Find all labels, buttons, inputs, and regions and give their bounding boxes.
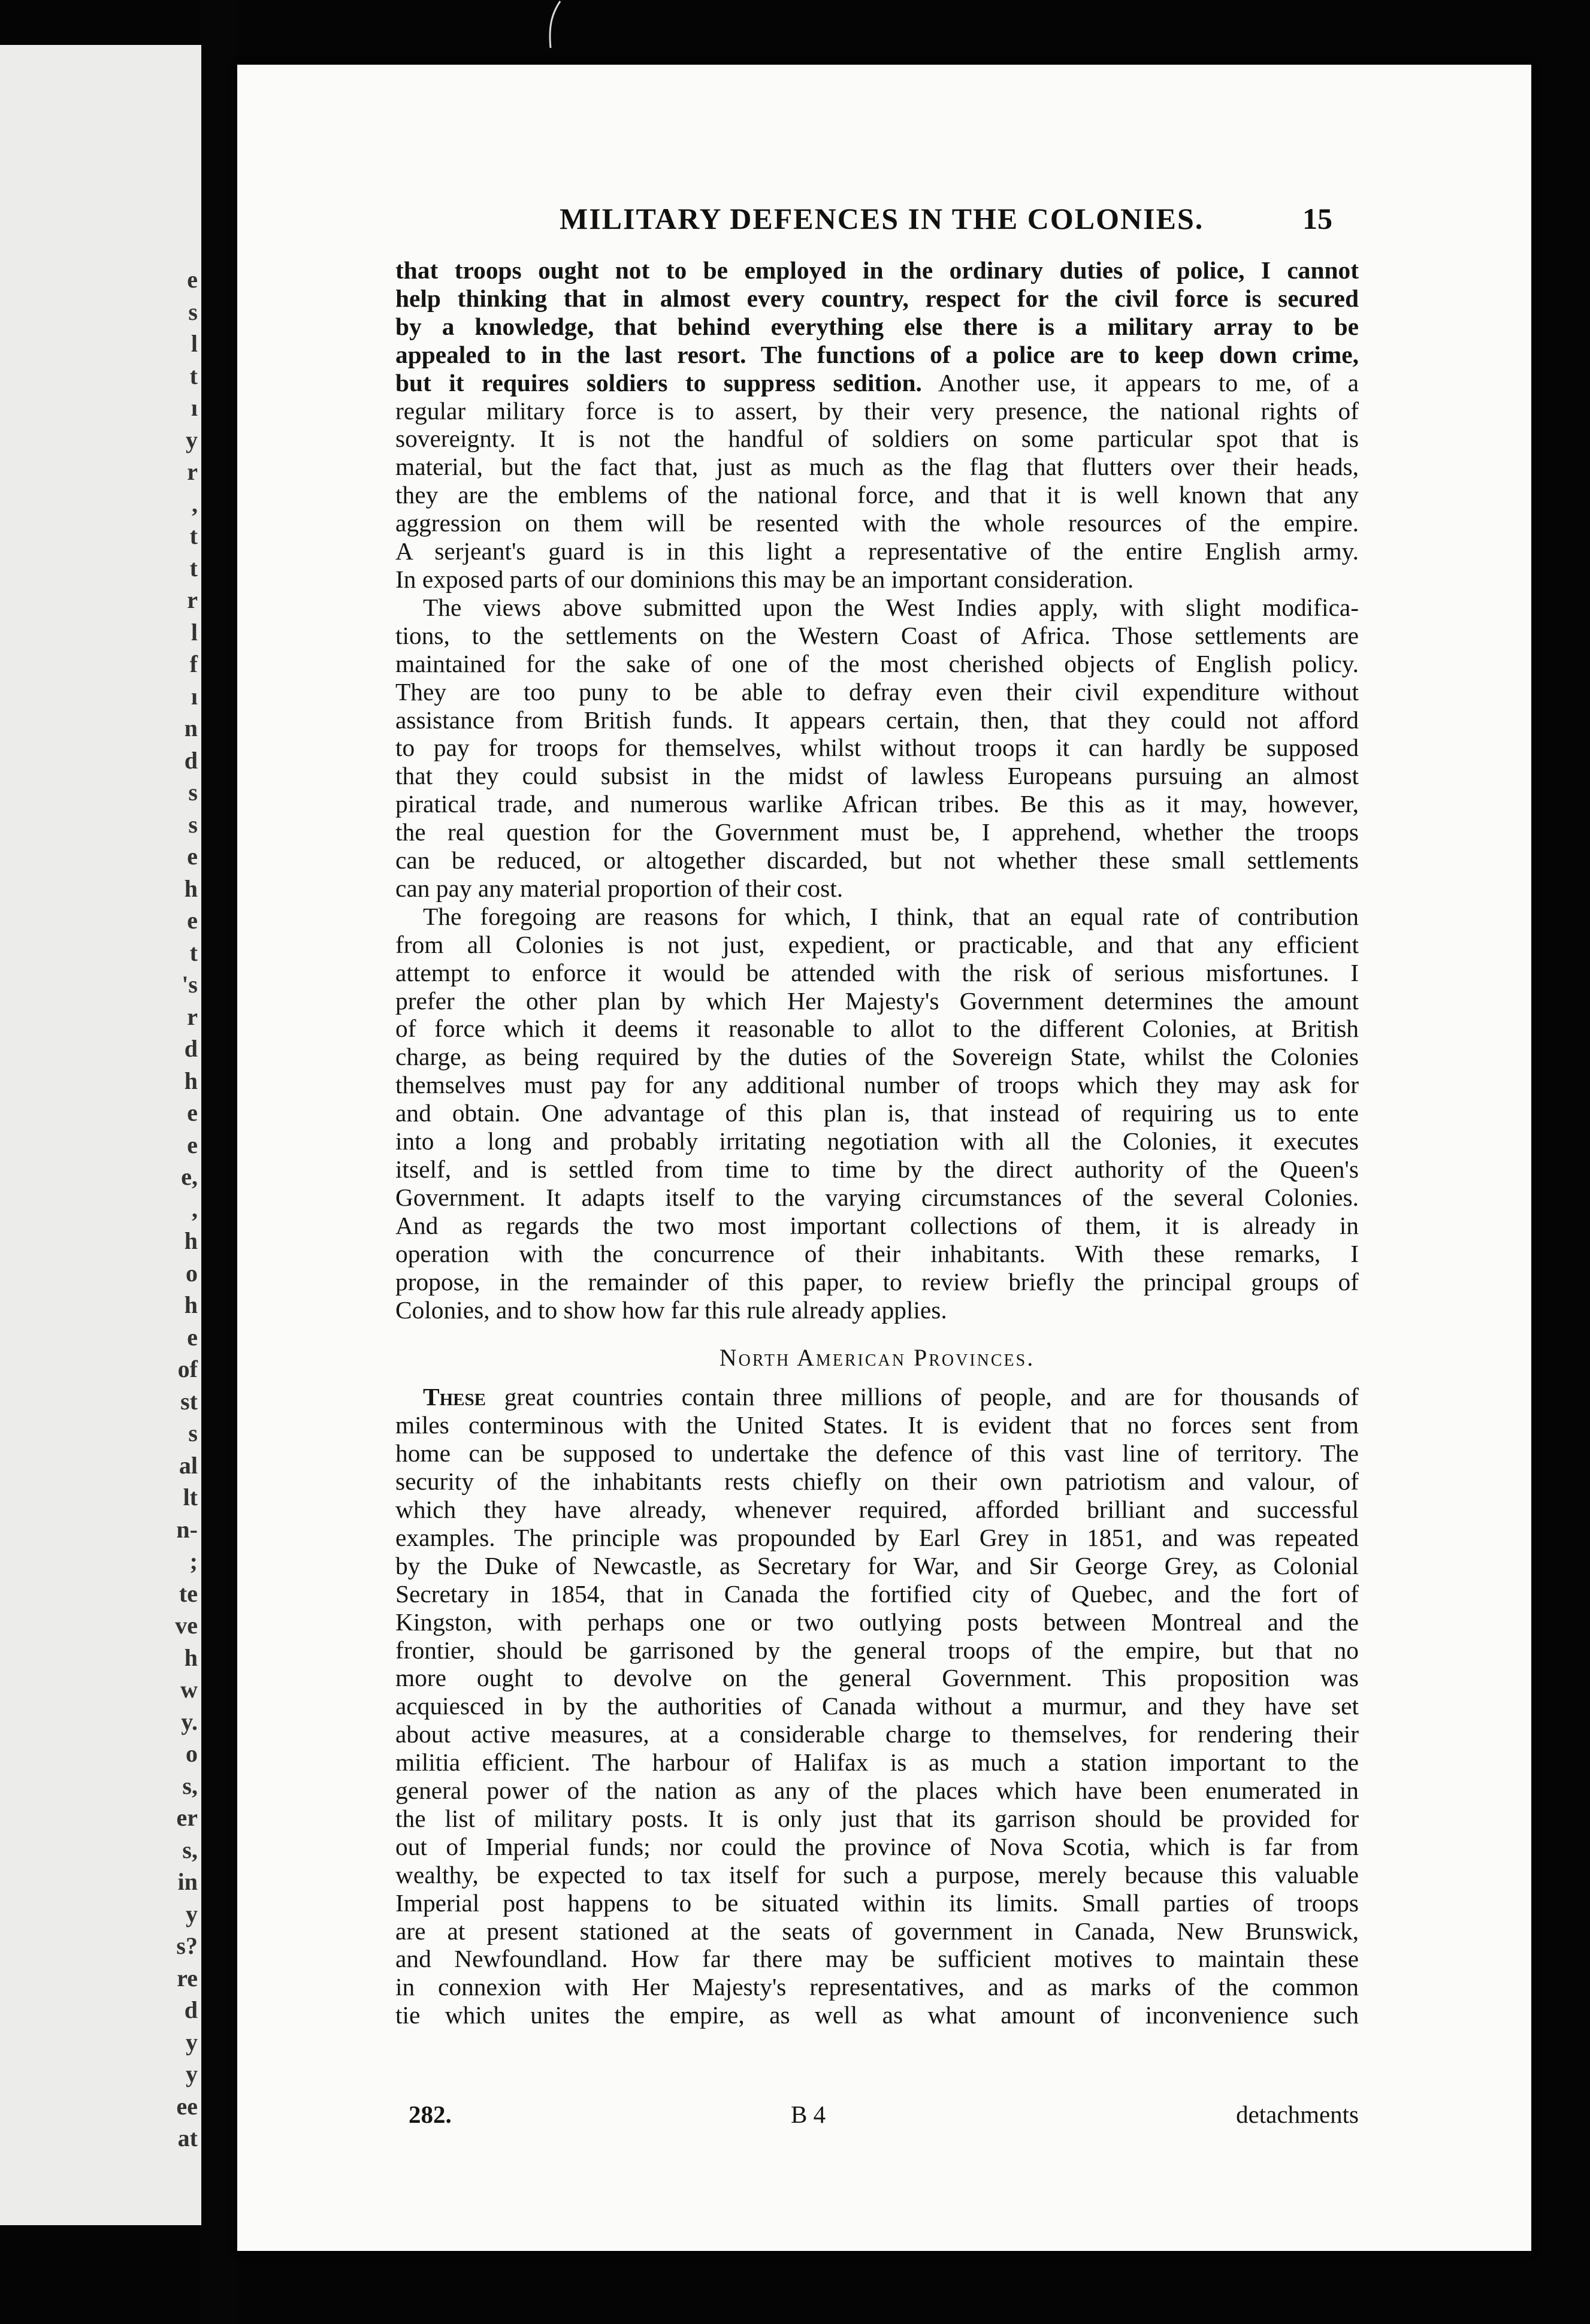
signature-gathering: B 4: [791, 2101, 826, 2128]
facing-page-fragment: t: [189, 939, 198, 966]
text-line: by the Duke of Newcastle, as Secretary for War, and Sir George Grey, as Colonial: [395, 1551, 1359, 1579]
book-gutter: [201, 0, 237, 2324]
text-line: material, but the fact that, just as much as the flag that flutters over their heads,: [395, 453, 1359, 481]
facing-page-fragment: ;: [189, 1548, 198, 1575]
facing-page-fragment: h: [184, 1227, 198, 1254]
text-line: sovereignty. It is not the handful of soldiers on some particular spot that is: [395, 425, 1359, 453]
text-line: more ought to devolve on the general Government. This proposition was: [395, 1664, 1359, 1692]
facing-page-fragment: o: [186, 1259, 198, 1287]
facing-page-fragment: al: [179, 1451, 198, 1479]
text-line: attempt to enforce it would be attended with the risk of serious misfortunes. I: [395, 958, 1359, 987]
text-line: are at present stationed at the seats of government in Canada, New Brunswick,: [395, 1917, 1359, 1945]
facing-page-fragment: h: [184, 1291, 198, 1318]
facing-page-fragment: h: [184, 1644, 198, 1671]
text-line: The foregoing are reasons for which, I think, that an equal rate of contribution: [423, 902, 1359, 930]
text-line: acquiesced in by the authorities of Canada without a murmur, and they have set: [395, 1692, 1359, 1720]
facing-page-fragment: s: [188, 1420, 198, 1447]
text-line: miles conterminous with the United States. It is evident that no forces sent from: [395, 1411, 1359, 1439]
text-line: to pay for troops for themselves, whilst without troops it can hardly be supposed: [395, 734, 1359, 762]
facing-page-fragment: e: [187, 1131, 198, 1158]
facing-page-fragment: f: [189, 650, 198, 677]
paragraph: [395, 594, 1359, 903]
text-line: that they could subsist in the midst of lawless Europeans pursuing an almost: [395, 762, 1359, 790]
facing-page-fragment: ,: [192, 490, 198, 518]
text-line: out of Imperial funds; nor could the province of Nova Scotia, which is far from: [395, 1832, 1359, 1860]
text-line: help thinking that in almost every country, respect for the civil force is secured: [395, 284, 1359, 312]
facing-page-fragment: d: [184, 1996, 198, 2023]
facing-page-fragment: e: [187, 266, 198, 293]
facing-page-fragment: n-: [176, 1515, 198, 1543]
facing-page-fragment: e: [187, 907, 198, 934]
page-footer: [395, 2100, 1359, 2136]
text-line: [395, 369, 1359, 397]
facing-page-fragment: y: [186, 2028, 198, 2056]
facing-page-fragment: r: [187, 1003, 198, 1030]
text-line: and obtain. One advantage of this plan is, that instead of requiring us to ente: [395, 1099, 1359, 1127]
facing-page-fragment: l: [191, 618, 198, 646]
book-page: [237, 65, 1531, 2251]
facing-page-fragment: e,: [181, 1163, 198, 1190]
text-line: A serjeant's guard is in this light a representative of the entire English army.: [395, 537, 1359, 565]
text-line: [395, 1383, 1359, 1411]
facing-page-fragment: ve: [175, 1612, 198, 1639]
text-line: itself, and is settled from time to time by the direct authority of the Queen's: [395, 1155, 1359, 1183]
facing-page-fragment: y: [186, 1900, 198, 1927]
facing-page-fragment: l: [191, 330, 198, 357]
text-line: charge, as being required by the duties of the Sovereign State, whilst the Colonies: [395, 1043, 1359, 1071]
body-text: [395, 256, 1359, 2029]
text-line: into a long and probably irritating negotiation with all the Colonies, it executes: [395, 1127, 1359, 1155]
text-line: Imperial post happens to be situated within its limits. Small parties of troops: [395, 1889, 1359, 1917]
text-line: appealed to in the last resort. The functions of a police are to keep down crime,: [395, 340, 1359, 368]
facing-page-fragment: s,: [182, 1836, 198, 1863]
text-line: home can be supposed to undertake the defence of this vast line of territory. The: [395, 1439, 1359, 1467]
text-line: Kingston, with perhaps one or two outlying posts between Montreal and the: [395, 1608, 1359, 1636]
facing-page-fragment: in: [177, 1868, 198, 1895]
text-line: Colonies, and to show how far this rule already applies.: [395, 1296, 947, 1324]
facing-page-fragment: r: [187, 586, 198, 613]
facing-page-fragment: w: [180, 1676, 198, 1703]
section-heading: North American Provinces.: [719, 1344, 1035, 1372]
facing-page-fragment: st: [180, 1387, 198, 1415]
text-line: tie which unites the empire, as well as what amount of inconvenience such: [395, 2001, 1359, 2029]
text-line: operation with the concurrence of their inhabitants. With these remarks, I: [395, 1239, 1359, 1267]
page-header: [237, 201, 1531, 237]
facing-page-fragment: y.: [181, 1708, 198, 1735]
text-line: examples. The principle was propounded by Earl Grey in 1851, and was repeated: [395, 1523, 1359, 1551]
facing-page-fragment: e: [187, 1099, 198, 1126]
facing-page-fragment: r: [187, 458, 198, 485]
text-run: Another use, it appears to me, of a: [921, 368, 1359, 397]
text-line: themselves must pay for any additional number of troops which they may ask for: [395, 1071, 1359, 1099]
text-line: of force which it deems it reasonable to allot to the different Colonies, at British: [395, 1015, 1359, 1043]
running-head: MILITARY DEFENCES IN THE COLONIES.: [560, 202, 1204, 235]
text-line: general power of the nation as any of the places which have been enumerated in: [395, 1777, 1359, 1805]
facing-page-fragment: ee: [176, 2092, 198, 2120]
text-line: aggression on them will be resented with the whole resources of the empire.: [395, 509, 1359, 537]
text-line: that troops ought not to be employed in the ordinary duties of police, I cannot: [395, 256, 1359, 284]
facing-page-fragment: ı: [191, 394, 198, 421]
facing-page-fragment: re: [177, 1964, 198, 1992]
text-line: the real question for the Government must be, I apprehend, whether the troops: [395, 818, 1359, 846]
paragraph: [395, 903, 1359, 1324]
text-line: frontier, should be garrisoned by the general troops of the empire, but that no: [395, 1636, 1359, 1664]
text-line: propose, in the remainder of this paper, to review briefly the principal groups of: [395, 1267, 1359, 1296]
text-line: prefer the other plan by which Her Majesty's Government determines the amount: [395, 987, 1359, 1015]
text-line: security of the inhabitants rests chiefly on their own patriotism and valour, of: [395, 1467, 1359, 1496]
facing-page-fragment: h: [184, 874, 198, 902]
facing-page-fragment: d: [184, 746, 198, 774]
text-line: the list of military posts. It is only just that its garrison should be provided for: [395, 1804, 1359, 1832]
facing-page-fragment: t: [189, 522, 198, 549]
text-line: in connexion with Her Majesty's representatives, and as marks of the common: [395, 1973, 1359, 2001]
facing-page-fragment: s: [188, 779, 198, 806]
facing-page-fragment: n: [184, 715, 198, 742]
facing-page-fragment: o: [186, 1740, 198, 1767]
facing-page-fragment: h: [184, 1067, 198, 1094]
facing-page-fragment: er: [176, 1804, 198, 1831]
facing-page-fragment: y: [186, 2060, 198, 2087]
lead-word: These: [423, 1383, 486, 1411]
text-line: which they have already, whenever required, afforded brilliant and successful: [395, 1495, 1359, 1523]
facing-page-fragment: s: [188, 810, 198, 838]
text-line: assistance from British funds. It appears certain, then, that they could not afford: [395, 706, 1359, 734]
text-line: can be reduced, or altogether discarded, but not whether these small settlements: [395, 846, 1359, 874]
paragraph: [395, 256, 1359, 594]
facing-page-fragment: s: [188, 298, 198, 325]
facing-page-fragment: e: [187, 843, 198, 870]
signature-mark: 282.: [409, 2101, 452, 2128]
text-line: tions, to the settlements on the Western Coast of Africa. Those settlements are: [395, 621, 1359, 649]
facing-page-fragment: t: [189, 554, 198, 582]
text-line: and Newfoundland. How far there may be sufficient motives to maintain these: [395, 1945, 1359, 1973]
text-line: regular military force is to assert, by their very presence, the national rights of: [395, 397, 1359, 425]
facing-page-fragment: of: [177, 1355, 198, 1382]
text-line: piratical trade, and numerous warlike African tribes. Be this as it may, however,: [395, 790, 1359, 818]
facing-page-fragment: lt: [183, 1484, 198, 1511]
text-line: they are the emblems of the national force, and that it is well known that any: [395, 481, 1359, 509]
facing-page-fragment: ı: [191, 682, 198, 710]
text-line: from all Colonies is not just, expedient, or practicable, and that any efficient: [395, 930, 1359, 958]
facing-page-fragment: e: [187, 1323, 198, 1351]
text-line: by a knowledge, that behind everything else there is a military array to be: [395, 312, 1359, 340]
facing-page-fragment: s?: [176, 1932, 198, 1959]
facing-page-fragment: s,: [182, 1772, 198, 1799]
text-line: maintained for the sake of one of the most cherished objects of English policy.: [395, 649, 1359, 677]
text-line: about active measures, at a considerable charge to themselves, for rendering their: [395, 1720, 1359, 1748]
facing-page-fragment: t: [189, 362, 198, 389]
facing-page: [0, 45, 201, 2225]
facing-page-fragment: at: [177, 2125, 198, 2151]
catchword: detachments: [1236, 2101, 1359, 2128]
facing-page-fragment: d: [184, 1035, 198, 1062]
text-line: In exposed parts of our dominions this may be an important consideration.: [395, 565, 1134, 593]
page-number: 15: [1302, 202, 1332, 235]
text-line: Secretary in 1854, that in Canada the fortified city of Quebec, and the fort of: [395, 1579, 1359, 1608]
text-line: They are too puny to be able to defray even their civil expenditure without: [395, 677, 1359, 706]
facing-page-fragment: te: [179, 1579, 198, 1607]
paragraph: [395, 1383, 1359, 2029]
facing-page-fragment: y: [186, 426, 198, 453]
facing-page-fragment: ,: [192, 1195, 198, 1222]
text-line: can pay any material proportion of their cost.: [395, 874, 844, 902]
text-line: And as regards the two most important collections of them, it is already in: [395, 1211, 1359, 1239]
facing-page-fragment: 's: [182, 971, 198, 998]
text-line: The views above submitted upon the West Indies apply, with slight modifica-: [423, 593, 1359, 621]
text-line: militia efficient. The harbour of Halifax is as much a station important to the: [395, 1748, 1359, 1777]
corner-mark: [542, 0, 566, 54]
text-line: wealthy, be expected to tax itself for such a purpose, merely because this valuable: [395, 1860, 1359, 1889]
text-line: Government. It adapts itself to the varying circumstances of the several Colonies.: [395, 1183, 1359, 1211]
bold-run: but it requires soldiers to suppress sedition.: [395, 368, 922, 397]
text-run: great countries contain three millions of people, and are for thousands of: [485, 1383, 1359, 1411]
